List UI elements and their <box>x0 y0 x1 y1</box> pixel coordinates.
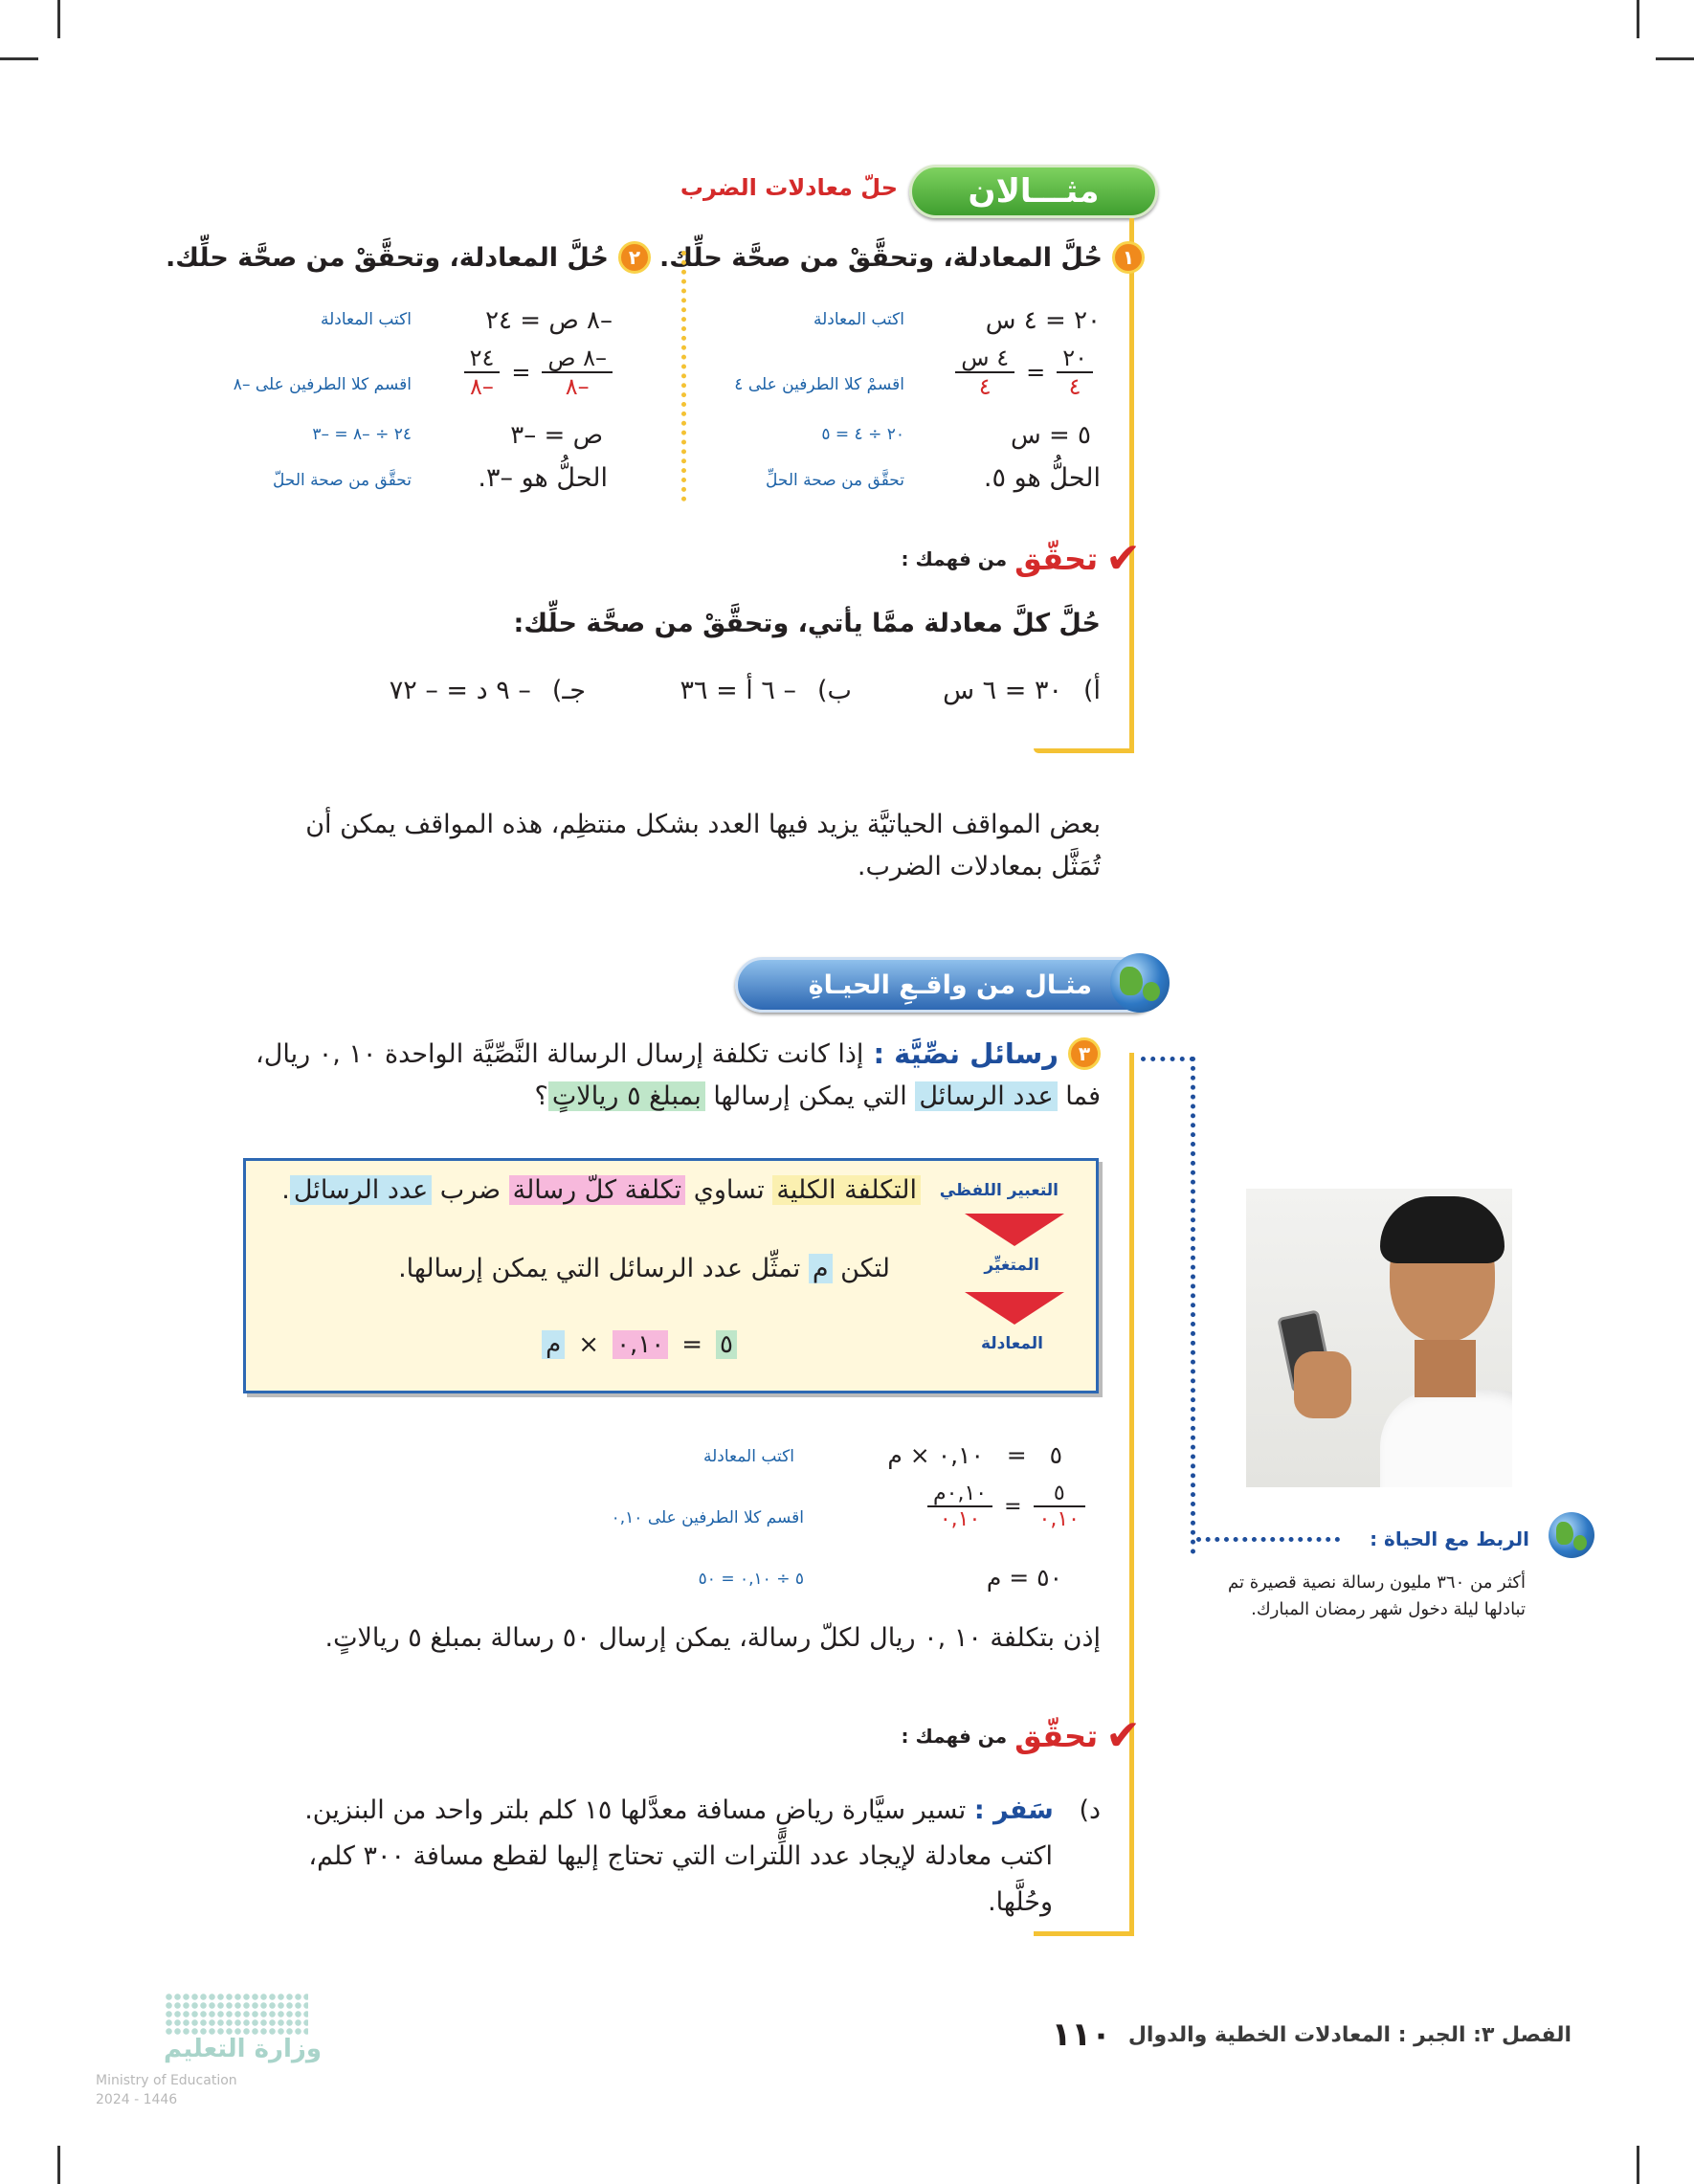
dotted-connector <box>1191 1057 1195 1554</box>
section-border <box>1034 748 1134 753</box>
eq-cost: ٠,١٠ <box>613 1330 668 1359</box>
exercise-a: ٣٠ = ٦ س <box>943 676 1062 705</box>
example2-header <box>166 241 651 274</box>
section-border <box>1034 1931 1134 1936</box>
example1-header <box>659 241 1145 274</box>
highlight-count: عدد الرسائل <box>915 1081 1057 1111</box>
frac-den: ٤ <box>978 373 992 400</box>
example2-note2: اقسم كلا الطرفين على –٨ <box>233 375 412 394</box>
arrow-down-icon <box>965 1292 1064 1325</box>
boy-phone-photo <box>1246 1189 1512 1487</box>
page-number: ١١٠ <box>1051 2016 1111 2054</box>
frac-den: ٠,١٠ <box>939 1507 981 1531</box>
highlight-amount: بمبلغ ٥ ريالاتٍ <box>548 1081 705 1111</box>
problem3-line1 <box>256 1037 1101 1070</box>
example1-note4: تحقَّق من صحة الحلِّ <box>765 471 904 490</box>
highlight-count: عدد الرسائل <box>290 1175 432 1205</box>
checkmark-icon: ✔ <box>1105 534 1141 583</box>
check1-prompt: حُلَّ كلَّ معادلة ممَّا يأتي، وتحقَّقْ من صحَّة حلِّك: <box>513 609 1101 638</box>
example1-number: ١ <box>1112 241 1145 274</box>
life-example-banner-label: مثـال من واقـعِ الحيـاةِ <box>808 969 1092 1000</box>
life-example-banner <box>735 957 1162 1013</box>
label-variable: المتغيِّر <box>984 1256 1039 1275</box>
example2-line1: –٨ ص = ٢٤ <box>485 306 613 335</box>
check2-subtitle: من فهمك : <box>901 1725 1008 1748</box>
ministry-logo <box>80 1987 329 2140</box>
label-equation: المعادلة <box>980 1334 1043 1353</box>
check1-header <box>901 534 1141 583</box>
exercise-b: – ٦ أ = ٣٦ <box>680 676 796 705</box>
check2-line3: وحُلَّها. <box>988 1887 1053 1917</box>
solution-fraction-line: $\frac{٥}{٠,١٠}$ = $\frac{\text{٠,١٠م}}{٠,١٠}$ <box>927 1482 1085 1531</box>
examples-subtitle: حلّ معادلات الضرب <box>680 174 898 201</box>
problem3-line2 <box>535 1081 1101 1111</box>
example2-note1: اكتب المعادلة <box>320 310 412 329</box>
frac-num: –٨ ص <box>542 345 613 373</box>
check1-subtitle: من فهمك : <box>901 547 1008 570</box>
solution-note2: اقسم كلا الطرفين على ٠,١٠ <box>611 1508 804 1527</box>
eq-m: م <box>542 1330 565 1359</box>
frac-num: ٢٤ <box>464 345 501 373</box>
globe-icon <box>1110 953 1170 1013</box>
highlight-cost: تكلفة كلّ رسالة <box>509 1175 686 1205</box>
check2-title: تحقّق <box>1014 1718 1099 1754</box>
examples-banner <box>909 165 1158 218</box>
text-part: ؟ <box>534 1081 548 1111</box>
exercise-d-topic: سَفر : <box>973 1795 1054 1825</box>
example3-number: ٣ <box>1068 1037 1101 1070</box>
exercise-c-label: جـ) <box>551 676 586 705</box>
example2-fraction-line: $\frac{\text{–٨ ص}}{-٨}$ = $\frac{٢٤}{-٨}$ <box>464 345 613 400</box>
text-part: لتكن <box>832 1254 890 1283</box>
frac-num: ٢٠ <box>1057 345 1093 373</box>
example1-note1: اكتب المعادلة <box>813 310 904 329</box>
example1-fraction-line: $\frac{٢٠}{٤}$ = $\frac{\text{٤ س}}{٤}$ <box>955 345 1093 400</box>
crop-mark <box>1637 0 1639 38</box>
label-verbal: التعبير اللفظي <box>939 1181 1059 1200</box>
example2-line4: الحلُّ هو –٣. <box>478 463 608 493</box>
crop-mark <box>57 2146 60 2184</box>
check2-line1 <box>304 1795 1101 1825</box>
solution-conclusion: إذن بتكلفة ١٠ ,٠ ريال لكلّ رسالة، يمكن إرسال ٥٠ رسالة بمبلغ ٥ ريالاتٍ. <box>324 1623 1101 1653</box>
connection-dots <box>1196 1537 1340 1542</box>
frac-num: ٥ <box>1034 1482 1085 1507</box>
footer-chapter <box>1052 2016 1571 2054</box>
frac-num: ٤ س <box>955 345 1014 373</box>
frac-den: –٨ <box>470 373 494 400</box>
verbal-sentence <box>281 1175 921 1205</box>
crop-mark <box>1637 2146 1639 2184</box>
frac-den: ٠,١٠ <box>1038 1507 1080 1531</box>
ministry-name-ar: وزارة التعليم <box>164 2035 322 2063</box>
crop-mark <box>57 0 60 38</box>
example1-note3: ٢٠ ÷ ٤ = ٥ <box>821 425 904 444</box>
text-part: ضرب <box>432 1175 509 1205</box>
example2-line3: ص = –٣ <box>510 421 603 450</box>
exercise-d-label: د) <box>1079 1795 1101 1825</box>
example1-prompt: حُلَّ المعادلة، وتحقَّقْ من صحَّة حلِّك. <box>658 242 1103 273</box>
variable-sentence <box>398 1254 890 1283</box>
check2-header <box>901 1711 1141 1760</box>
check2-line2: اكتب معادلة لإيجاد عدد اللِّترات التي تحتاج إليها لقطع مسافة ٣٠٠ كلم، <box>308 1841 1053 1871</box>
checkmark-icon: ✔ <box>1105 1711 1141 1760</box>
ministry-year: 2024 - 1446 <box>96 2092 178 2107</box>
arrow-down-icon <box>965 1214 1064 1246</box>
connection-globe-icon <box>1549 1512 1594 1558</box>
check1-exercises <box>390 676 1101 705</box>
section-border <box>1129 1053 1134 1933</box>
solution-line1: ٥ = ٠,١٠ × م <box>887 1441 1062 1469</box>
example2-prompt: حُلَّ المعادلة، وتحقَّقْ من صحَّة حلِّك. <box>165 242 609 273</box>
exercise-c: – ٩ د = – ٧٢ <box>389 676 531 705</box>
frac-den: –٨ <box>565 373 590 400</box>
problem3-text: إذا كانت تكلفة إرسال الرسالة النَّصِّيَّة الواحدة ١٠ ,٠ ريال، <box>256 1038 864 1069</box>
crop-mark <box>0 57 38 60</box>
equation-line <box>542 1330 737 1359</box>
example2-note3: ٢٤ ÷ –٨ = –٣ <box>312 425 412 444</box>
text-part: تمثِّل عدد الرسائل التي يمكن إرسالها. <box>398 1254 809 1283</box>
eq-times: × <box>578 1330 600 1359</box>
exercise-a-label: أ) <box>1082 676 1101 705</box>
example2-number: ٢ <box>618 241 651 274</box>
text-part: التي يمكن إرسالها <box>704 1081 916 1111</box>
ministry-dots-icon <box>165 1993 308 2035</box>
exercise-d-text: تسير سيَّارة رياضٍ مسافة معدَّلها ١٥ كلم بلتر واحد من البنزين. <box>304 1795 967 1825</box>
problem3-topic: رسائل نصِّيَّة : <box>873 1037 1059 1070</box>
connection-text: أكثر من ٣٦٠ مليون رسالة نصية قصيرة تم تبادلها ليلة دخول شهر رمضان المبارك. <box>1228 1572 1526 1619</box>
variable-m: م <box>809 1254 833 1283</box>
intro-paragraph: بعض المواقف الحياتيَّة يزيد فيها العدد بشكل منتظِم، هذه المواقف يمكن أن تُمَثَّل بمعادلات الضرب. <box>305 810 1101 881</box>
examples-banner-label: مثـــالان <box>968 172 1100 211</box>
solution-note1: اكتب المعادلة <box>702 1447 794 1466</box>
solution-line3: ٥٠ = م <box>986 1564 1062 1592</box>
eq-total: ٥ <box>716 1330 737 1359</box>
example1-note2: اقسمْ كلا الطرفين على ٤ <box>734 375 904 394</box>
text-part: فما <box>1057 1081 1101 1111</box>
examples-divider <box>681 251 686 501</box>
example1-line3: ٥ = س <box>1010 421 1091 450</box>
dotted-connector <box>1141 1057 1194 1061</box>
crop-mark <box>1656 57 1694 60</box>
example2-note4: تحقَّق من صحة الحلّ <box>272 471 412 490</box>
text-part: تساوي <box>685 1175 773 1205</box>
footer-chapter-title: الفصل ٣: الجبر : المعادلات الخطية والدوال <box>1127 2022 1571 2047</box>
exercise-b-label: ب) <box>817 676 852 705</box>
section-border <box>1129 218 1134 750</box>
connection-title: الربط مع الحياة : <box>1370 1527 1529 1550</box>
check1-title: تحقّق <box>1014 541 1099 577</box>
highlight-total: التكلفة الكلية <box>772 1175 921 1205</box>
eq-equals: = <box>681 1330 703 1359</box>
frac-num: ٠,١٠م <box>927 1482 992 1507</box>
text-part: . <box>281 1175 290 1205</box>
ministry-name-en: Ministry of Education <box>96 2073 237 2088</box>
frac-den: ٤ <box>1068 373 1081 400</box>
example1-line4: الحلُّ هو ٥. <box>983 463 1101 493</box>
solution-note3: ٥ ÷ ٠,١٠ = ٥٠ <box>698 1570 804 1589</box>
example1-line1: ٢٠ = ٤ س <box>985 306 1101 335</box>
